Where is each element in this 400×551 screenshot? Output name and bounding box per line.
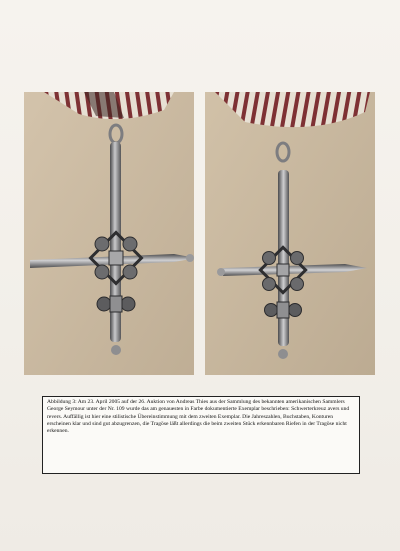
figure-caption: Abbildung 3: Am 23. April 2005 auf der 26. Auktion von Andreas Thies aus der Sammlung des bekannten amerikanischen Sammlers George Seymour unter der Nr. 109 wurde das am genauesten in Farbe dokumentierte Exemplar beschrieben: Schwerterkreuz avers und revers. Auffällig ist hier eine stilistische Übereinstimmung mit dem zweiten Exemplar. Die Jahreszahlen, Buchstaben, Konturen erscheinen klar und sind gut abzugrenzen, die Tragöse läßt allerdings die beim zweiten Stück erkennbaren Riefen in der Tragöse nicht erkennen. [42,396,360,474]
cross-photo-avers [24,92,194,375]
cross-revers-image [205,92,375,375]
cross-avers-image [24,92,194,375]
cross-photo-revers [205,92,375,375]
